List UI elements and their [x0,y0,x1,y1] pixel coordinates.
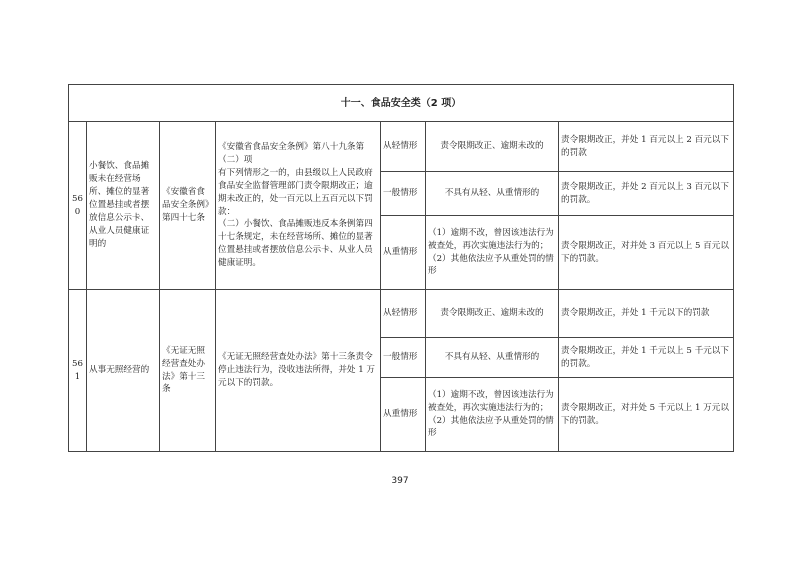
severity-level: 一般情形 [381,338,426,378]
table-row [69,122,734,172]
applicable-condition: 责令限期改正、逾期未改的 [426,122,559,172]
applicable-condition: （1）逾期不改，曾因该违法行为被查处，再次实施违法行为的；（2）其他依法应予从重处罚的情形 [426,378,559,452]
applicable-condition: 不具有从轻、从重情形的 [426,338,559,378]
penalty-standard: 责令限期改正，并处 2 百元以上 3 百元以下的罚款。 [559,172,734,216]
page-number: 397 [391,476,409,486]
penalty-basis: 《无证无照经营查处办法》第十三条责令停止违法行为，没收违法所得，并处 1 万元以下的罚款。 [216,290,381,452]
item-number: 561 [69,290,87,452]
severity-level: 从重情形 [381,378,426,452]
penalty-standard: 责令限期改正，并处 1 千元以下的罚款 [559,290,734,338]
violation-description: 小餐饮、食品摊贩未在经营场所、摊位的显著位置悬挂或者摆放信息公示卡、从业人员健康证明的 [87,122,160,290]
penalty-standard: 责令限期改正，对并处 3 百元以上 5 百元以下的罚款。 [559,216,734,290]
penalty-standard: 责令限期改正，对并处 5 千元以上 1 万元以下的罚款。 [559,378,734,452]
item-number: 560 [69,122,87,290]
severity-level: 一般情形 [381,172,426,216]
applicable-condition: 责令限期改正、逾期未改的 [426,290,559,338]
penalty-standard-table [68,84,734,452]
violation-description: 从事无照经营的 [87,290,160,452]
section-title: 十一、食品安全类（2 项） [69,85,734,122]
applicable-condition: （1）逾期不改，曾因该违法行为被查处，再次实施违法行为的；（2）其他依法应予从重处罚的情形 [426,216,559,290]
applicable-condition: 不具有从轻、从重情形的 [426,172,559,216]
section-header-row [69,85,734,122]
severity-level: 从轻情形 [381,122,426,172]
table-row [69,290,734,338]
legal-basis: 《无证无照经营查处办法》第十三条 [160,290,216,452]
penalty-standard: 责令限期改正，并处 1 千元以上 5 千元以下的罚款。 [559,338,734,378]
penalty-basis: 《安徽省食品安全条例》第八十九条第（二）项 有下列情形之一的，由县级以上人民政府食品安全监督管理部门责令限期改正；逾期未改正的，处一百元以上五百元以下罚款： （二）小餐饮、食品摊贩违反本条例第四十七条规定，未在经营场所、摊位的显著位置悬挂或者摆放信息公示卡、从业人员健康证明。 [216,122,381,290]
severity-level: 从重情形 [381,216,426,290]
penalty-standard: 责令限期改正，并处 1 百元以上 2 百元以下的罚款 [559,122,734,172]
legal-basis: 《安徽省食品安全条例》第四十七条 [160,122,216,290]
severity-level: 从轻情形 [381,290,426,338]
